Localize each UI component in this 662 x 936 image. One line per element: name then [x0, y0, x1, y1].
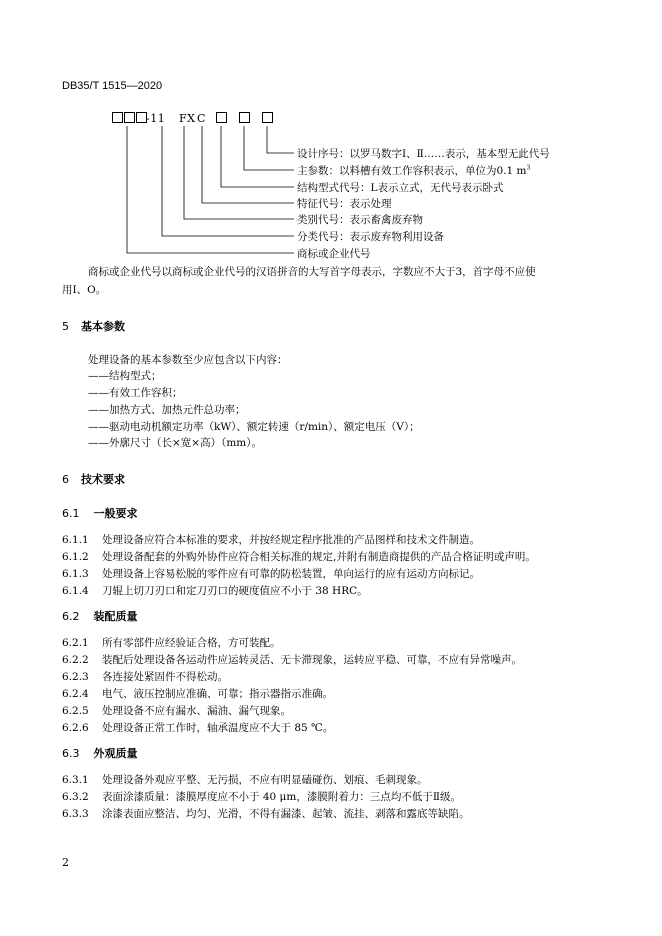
- legend-feature: 特征代号：表示处理: [297, 198, 392, 210]
- note-line-1: 商标或企业代号以商标或企业代号的汉语拼音的大写首字母表示，字数应不大于3，首字母不应使: [88, 266, 536, 278]
- legend-design-no: 设计序号：以罗马数字Ⅰ、Ⅱ……表示，基本型无此代号: [297, 148, 550, 160]
- page-number: 2: [62, 856, 69, 869]
- legend-trademark: 商标或企业代号: [297, 248, 371, 260]
- note-line-2: 用I、O。: [62, 284, 107, 296]
- section-6-3-heading: 6.3 外观质量: [62, 747, 138, 760]
- clause-6-2-4: 6.2.4 电气、液压控制应准确、可靠；指示器指示准确。: [62, 688, 333, 700]
- legend-category: 类别代号：表示畜禽废弃物: [297, 214, 423, 226]
- section-5-intro: 处理设备的基本参数至少应包含以下内容：: [88, 354, 288, 366]
- clause-6-1-1: 6.1.1 处理设备应符合本标准的要求，并按经规定程序批准的产品图样和技术文件制造。: [62, 534, 480, 546]
- clause-6-2-3: 6.2.3 各连接处紧固件不得松动。: [62, 671, 228, 683]
- clause-6-3-1: 6.3.1 处理设备外观应平整、无污损，不应有明显磕碰伤、划痕、毛刺现象。: [62, 774, 428, 786]
- section-6-heading: 6 技术要求: [62, 473, 125, 486]
- clause-6-2-5: 6.2.5 处理设备不应有漏水、漏油、漏气现象。: [62, 705, 291, 717]
- param-item: ——驱动电动机额定功率（kW）、额定转速（r/min）、额定电压（V）；: [88, 421, 420, 433]
- section-6-1-heading: 6.1 一般要求: [62, 507, 138, 520]
- model-code-fx: FX: [179, 112, 196, 125]
- clause-6-3-2: 6.3.2 表面涂漆质量：漆膜厚度应不小于 40 μm，漆膜附着力：三点均不低于Ⅱ级。: [62, 791, 461, 803]
- legend-classification: 分类代号：表示废弃物利用设备: [297, 231, 444, 243]
- param-item: ——有效工作容积；: [88, 387, 183, 399]
- clause-6-2-2: 6.2.2 装配后处理设备各运动件应运转灵活、无卡滞现象，运转应平稳、可靠，不应有异常噪声。: [62, 654, 522, 666]
- clause-6-1-2: 6.1.2 处理设备配套的外购外协件应符合相关标准的规定,并附有制造商提供的产品合格证明或声明。: [62, 551, 536, 563]
- model-code-number: -11: [146, 112, 166, 125]
- clause-6-2-6: 6.2.6 处理设备正常工作时，轴承温度应不大于 85 ℃。: [62, 722, 334, 734]
- param-item: ——加热方式、加热元件总功率；: [88, 404, 246, 416]
- param-item: ——外廓尺寸（长×宽×高）（mm）。: [88, 437, 263, 449]
- legend-main-param: 主参数：以料槽有效工作容积表示，单位为0.1 $m^3$: [297, 164, 531, 177]
- clause-6-1-4: 6.1.4 刀辊上切刀刃口和定刀刃口的硬度值应不小于 38 HRC。: [62, 585, 368, 597]
- model-code-c: C: [197, 112, 206, 125]
- section-5-heading: 5 基本参数: [62, 320, 125, 333]
- clause-6-2-1: 6.2.1 所有零部件应经验证合格，方可装配。: [62, 637, 281, 649]
- legend-structure: 结构型式代号：L表示立式，无代号表示卧式: [297, 182, 504, 194]
- section-6-2-heading: 6.2 装配质量: [62, 610, 138, 623]
- param-item: ——结构型式；: [88, 370, 162, 382]
- standard-number: DB35/T 1515—2020: [62, 80, 163, 92]
- clause-6-1-3: 6.1.3 处理设备上容易松脱的零件应有可靠的防松装置，单向运行的应有运动方向标记。: [62, 568, 480, 580]
- clause-6-3-3: 6.3.3 涂漆表面应整洁、均匀、光滑，不得有漏漆、起皱、流挂、剥落和露底等缺陷。: [62, 808, 470, 820]
